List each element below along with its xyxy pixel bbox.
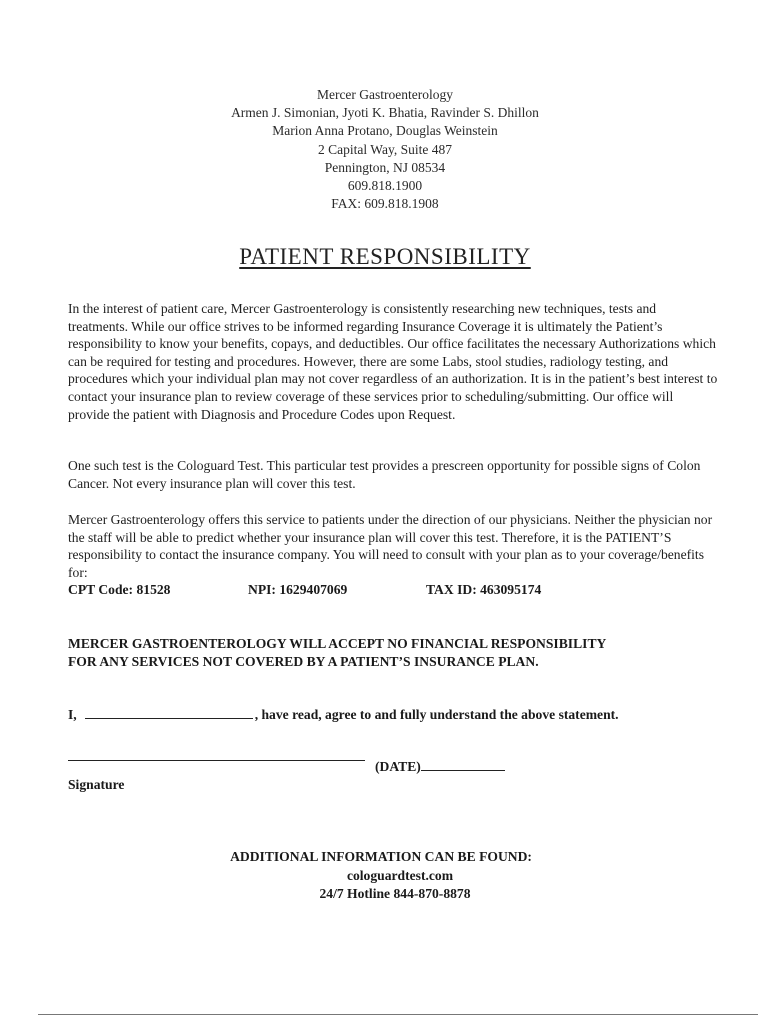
fax-number: FAX: 609.818.1908 (331, 196, 439, 212)
document-title: PATIENT RESPONSIBILITY (239, 244, 531, 269)
signature-label: Signature (68, 777, 125, 792)
cpt-code: CPT Code: 81528 (68, 582, 171, 597)
date-field[interactable] (421, 758, 505, 771)
physicians-line-1: Armen J. Simonian, Jyoti K. Bhatia, Ravinder S. Dhillon (231, 105, 539, 121)
acknowledgement-statement (68, 706, 748, 723)
ack-prefix: I, (68, 707, 77, 722)
additional-info-heading: ADDITIONAL INFORMATION CAN BE FOUND: (230, 849, 532, 864)
ack-suffix: , have read, agree to and fully understand the above statement. (254, 707, 619, 722)
disclaimer-line-1: MERCER GASTROENTEROLOGY WILL ACCEPT NO FINANCIAL RESPONSIBILITY (68, 636, 607, 651)
document-title-wrap (0, 244, 770, 270)
practice-name: Mercer Gastroenterology (316, 87, 454, 102)
hotline-number: 24/7 Hotline 844-870-8878 (319, 886, 471, 901)
paragraph-responsibility: Mercer Gastroenterology offers this service to patients under the direction of our physicians. Neither the physician nor the staff will be able to predict whether your insurance plan will cover this test. Therefore, it is the PATIENT’S responsibility to contact the insurance company. You will need to consult with your plan as to your coverage/benefits for: (68, 512, 713, 580)
letterhead (0, 86, 770, 213)
date-label: (DATE) (375, 759, 421, 774)
disclaimer-line-2: FOR ANY SERVICES NOT COVERED BY A PATIENT’S INSURANCE PLAN. (68, 654, 539, 669)
tax-id: TAX ID: 463095174 (426, 582, 542, 597)
additional-info (0, 848, 770, 904)
website-link[interactable]: cologuardtest.com (346, 867, 454, 883)
npi-number: NPI: 1629407069 (248, 582, 348, 597)
address-line-1: 2 Capital Way, Suite 487 (318, 141, 452, 157)
name-field[interactable] (85, 706, 253, 719)
bottom-divider (38, 1014, 758, 1015)
signature-field[interactable] (68, 760, 365, 761)
address-line-2: Pennington, NJ 08534 (324, 159, 446, 175)
date-block (375, 758, 505, 775)
financial-disclaimer (68, 635, 728, 671)
paragraph-cologuard: One such test is the Cologuard Test. This particular test provides a prescreen opportunity for possible signs of Colon Cancer. Not every insurance plan will cover this test. (68, 458, 701, 491)
phone-number: 609.818.1900 (347, 178, 423, 194)
paragraph-intro: In the interest of patient care, Mercer Gastroenterology is consistently researching new techniques, tests and treatments. While our office strives to be informed regarding Insurance Coverage it is ultimately the Patient’s responsibility to know your benefits, copays, and deductibles. Our office facilitates the necessary Authorizations which can be required for testing and procedures. However, there are some Labs, stool studies, radiology testing, and procedures which your individual plan may not cover regardless of an authorization. It is in the patient’s best interest to contact your insurance plan to review coverage of these services prior to scheduling/submitting. Our office will provide the patient with Diagnosis and Procedure Codes upon Request. (68, 301, 718, 422)
physicians-line-2: Marion Anna Protano, Douglas Weinstein (272, 123, 498, 139)
